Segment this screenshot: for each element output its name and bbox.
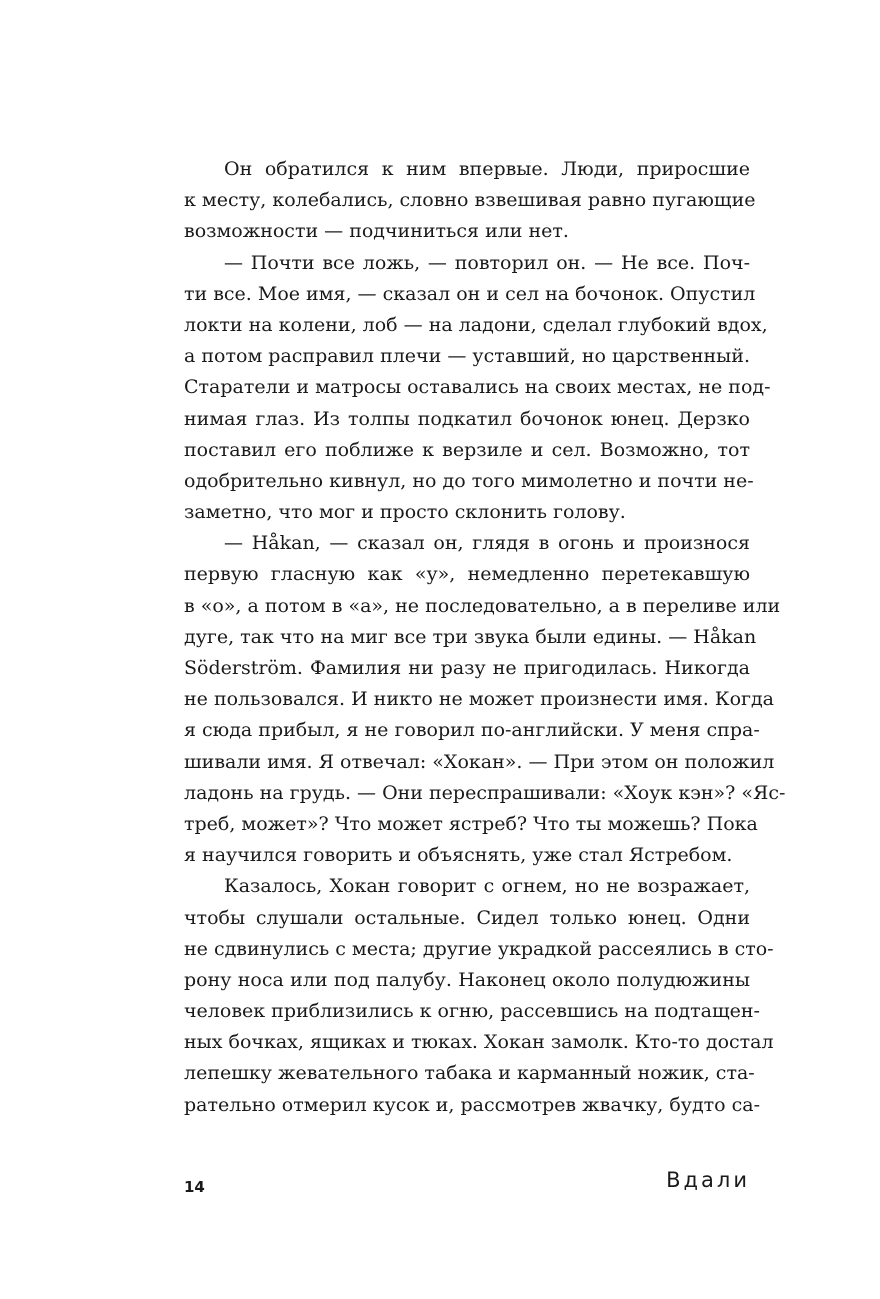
text-line: Он обратился к ним впервые. Люди, приросшие [224, 158, 750, 180]
text-line: к месту, колебались, словно взвешивая равно пугающие [184, 189, 756, 212]
text-line: рательно отмерил кусок и, рассмотрев жвачку, будто са- [184, 1093, 761, 1116]
text-line: ных бочках, ящиках и тюках. Хокан замолк. Кто-то достал [184, 1031, 774, 1054]
text-line: не сдвинулись с места; другие украдкой рассеялись в сто- [184, 937, 774, 960]
page-number: 14 [184, 1178, 205, 1196]
text-line: — Почти все ложь, — повторил он. — Не все. Поч- [224, 251, 750, 274]
body-text [184, 154, 786, 1121]
text-line: локти на колени, лоб — на ладони, сделал глубокий вдох, [184, 313, 768, 336]
text-line: я научился говорить и объяснять, уже стал Ястребом. [184, 844, 733, 867]
text-line: возможности — подчиниться или нет. [184, 220, 569, 243]
text-line: ладонь на грудь. — Они переспрашивали: «Хоук кэн»? «Яс- [184, 781, 786, 804]
text-line: не пользовался. И никто не может произнести имя. Когда [184, 688, 774, 711]
running-title: Вдали [666, 1168, 750, 1192]
text-line: лепешку жевательного табака и карманный ножик, ста- [184, 1062, 755, 1085]
text-line: — Håkan, — сказал он, глядя в огонь и произнося [224, 532, 750, 555]
text-line: треб, может»? Что может ястреб? Что ты можешь? Пока [184, 812, 758, 835]
text-line: заметно, что мог и просто склонить голову. [184, 501, 626, 524]
text-line: шивали имя. Я отвечал: «Хокан». — При этом он положил [184, 750, 775, 773]
text-line: нимая глаз. Из толпы подкатил бочонок юнец. Дерзко [184, 407, 750, 430]
text-line: дуге, так что на миг все три звука были едины. — Håkan [184, 625, 757, 648]
text-line: одобрительно кивнул, но до того мимолетно и почти не- [184, 469, 754, 492]
text-line: Söderström. Фамилия ни разу не пригодилась. Никогда [184, 657, 750, 679]
text-line: Казалось, Хокан говорит с огнем, но не возражает, [224, 875, 750, 898]
text-line: первую гласную как «у», немедленно перетекавшую [184, 563, 750, 586]
text-line: Старатели и матросы оставались на своих местах, не под- [184, 376, 771, 399]
text-line: в «о», а потом в «а», не последовательно, а в переливе или [184, 594, 781, 617]
text-line: чтобы слушали остальные. Сидел только юнец. Одни [184, 906, 750, 929]
text-line: рону носа или под палубу. Наконец около полудюжины [184, 968, 750, 991]
text-line: поставил его поближе к верзиле и сел. Возможно, тот [184, 438, 750, 461]
text-line: а потом расправил плечи — уставший, но царственный. [184, 345, 750, 368]
text-line: я сюда прибыл, я не говорил по-английски. У меня спра- [184, 719, 760, 742]
text-line: человек приблизились к огню, рассевшись на подтащен- [184, 1000, 760, 1023]
text-line: ти все. Мое имя, — сказал он и сел на бочонок. Опустил [184, 282, 756, 305]
